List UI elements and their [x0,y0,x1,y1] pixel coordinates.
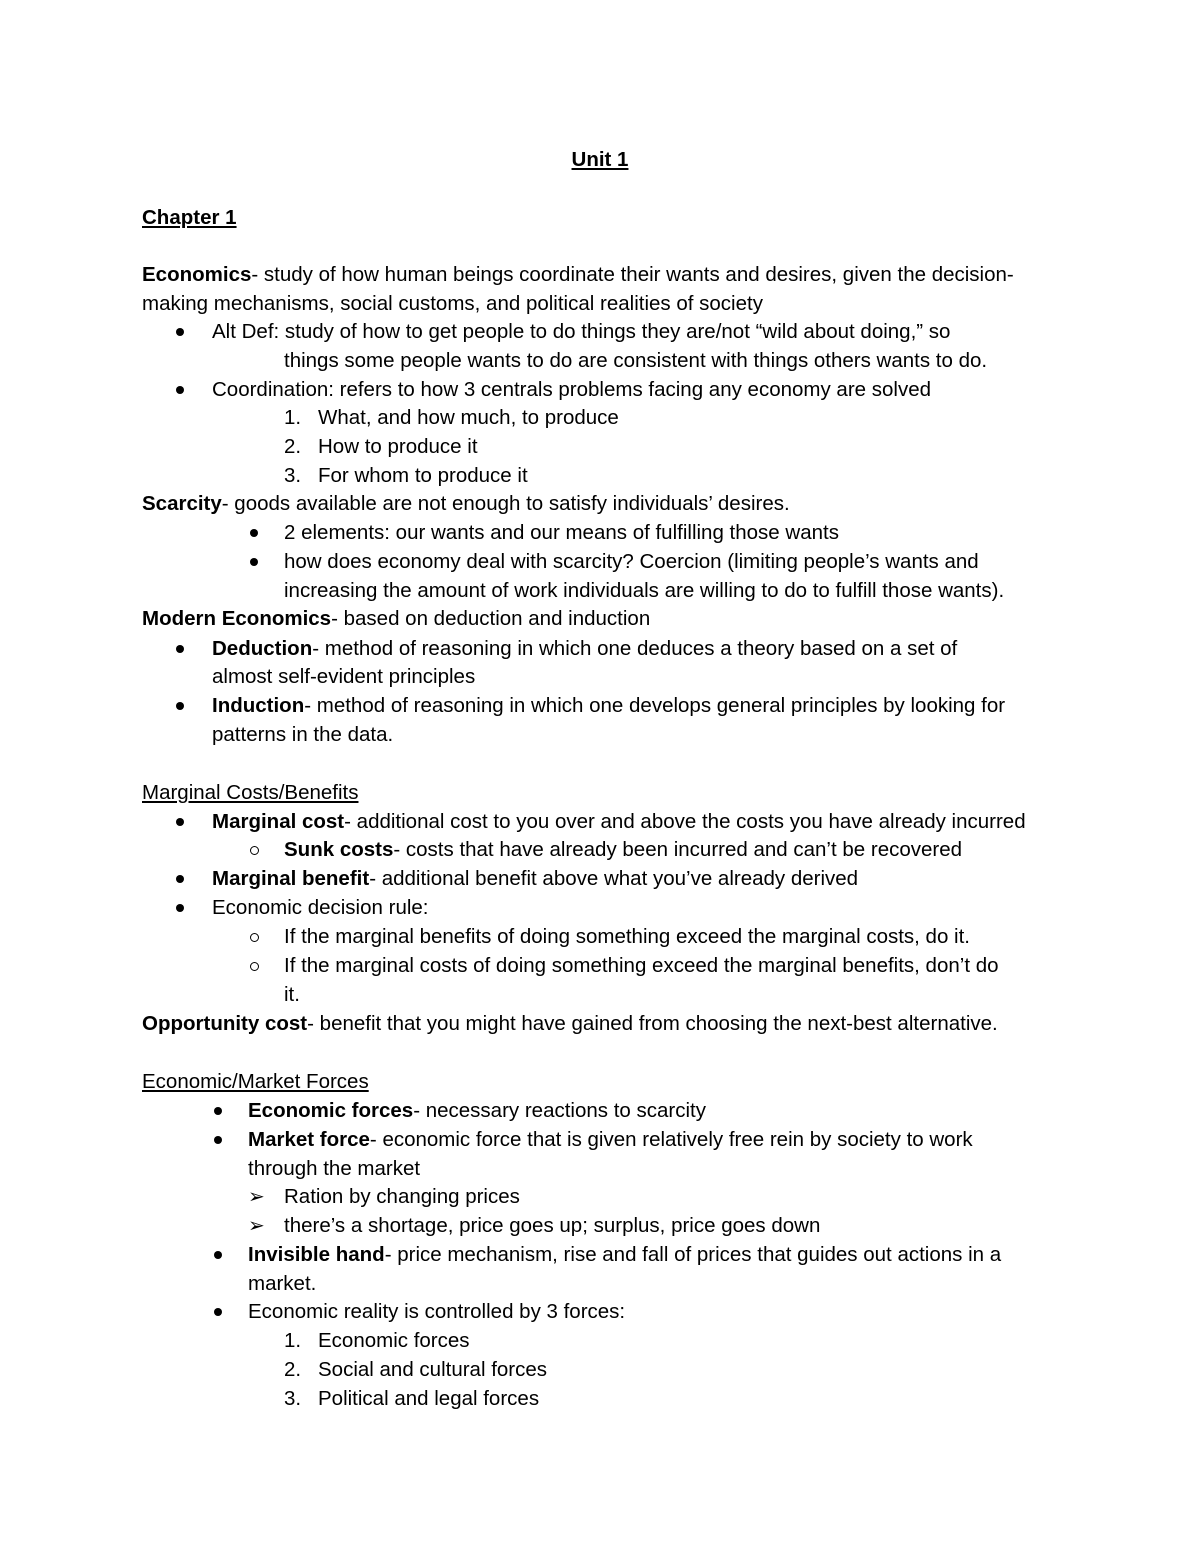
modern-term: Modern Economics [142,607,332,630]
list-number: 2. [284,1358,302,1381]
modern-def: Modern Economics- based on deduction and induction [142,607,651,630]
bullet-icon [214,1308,222,1316]
circle-bullet-icon [250,846,259,855]
scarcity-term: Scarcity [142,492,222,515]
decision-rule-2-line2: it. [284,983,300,1006]
circle-bullet-icon [250,962,259,971]
induction-term: Induction [212,694,305,717]
arrow-bullet-icon: ➢ [248,1186,265,1208]
induction-line2: patterns in the data. [212,723,394,746]
market-force-line2: through the market [248,1157,421,1180]
bullet-icon [176,875,184,883]
scarcity-bullet1: 2 elements: our wants and our means of fulfilling those wants [284,521,839,544]
marginal-benefit-term: Marginal benefit [212,867,370,890]
economics-def-line2: making mechanisms, social customs, and political realities of society [142,292,763,315]
economics-def-line1: Economics- study of how human beings coordinate their wants and desires, given the decision- [142,263,1014,286]
arrow-bullet-icon: ➢ [248,1215,265,1237]
list-number: 3. [284,464,302,487]
invisible-hand-line1: Invisible hand- price mechanism, rise and fall of prices that guides out actions in a [248,1243,1002,1266]
marginal-heading: Marginal Costs/Benefits [142,781,359,804]
arrow-item-1: Ration by changing prices [284,1185,520,1208]
scarcity-bullet2-line1: how does economy deal with scarcity? Coercion (limiting people’s wants and [284,550,979,573]
list-item: How to produce it [318,435,478,458]
bullet-icon [176,818,184,826]
bullet-icon [250,558,258,566]
bullet-icon [176,702,184,710]
list-item: What, and how much, to produce [318,406,619,429]
deduction-line1: Deduction- method of reasoning in which one deduces a theory based on a set of [212,637,958,660]
bullet-icon [214,1107,222,1115]
decision-rule: Economic decision rule: [212,896,429,919]
bullet-icon [250,529,258,537]
alt-def-line1: Alt Def: study of how to get people to do things they are/not “wild about doing,” so [212,320,951,343]
list-number: 1. [284,1329,302,1352]
arrow-item-2: there’s a shortage, price goes up; surplus, price goes down [284,1214,821,1237]
bullet-icon [214,1136,222,1144]
marginal-benefit-def: Marginal benefit- additional benefit above what you’ve already derived [212,867,859,890]
deduction-line2: almost self-evident principles [212,665,476,688]
bullet-icon [176,904,184,912]
economics-term: Economics [142,263,252,286]
bullet-icon [214,1251,222,1259]
economic-forces-def: Economic forces- necessary reactions to scarcity [248,1099,706,1122]
marginal-cost-term: Marginal cost [212,810,345,833]
list-item: Political and legal forces [318,1387,540,1410]
list-item: Economic forces [318,1329,470,1352]
opportunity-cost-def: Opportunity cost- benefit that you might have gained from choosing the next-best alternative. [142,1012,998,1035]
decision-rule-2-line1: If the marginal costs of doing something exceed the marginal benefits, don’t do [284,954,999,977]
economic-forces-term: Economic forces [248,1099,414,1122]
bullet-icon [176,645,184,653]
list-number: 1. [284,406,302,429]
list-number: 3. [284,1387,302,1410]
scarcity-bullet2-line2: increasing the amount of work individuals are willing to do to fulfill those wants). [284,579,1005,602]
market-force-line1: Market force- economic force that is given relatively free rein by society to work [248,1128,973,1151]
list-number: 2. [284,435,302,458]
induction-line1: Induction- method of reasoning in which one develops general principles by looking for [212,694,1006,717]
invisible-hand-term: Invisible hand [248,1243,385,1266]
alt-def-line2: things some people wants to do are consistent with things others wants to do. [284,349,988,372]
sunk-cost-def: Sunk costs- costs that have already been incurred and can’t be recovered [284,838,963,861]
marginal-cost-def: Marginal cost- additional cost to you over and above the costs you have already incurred [212,810,1026,833]
list-item: Social and cultural forces [318,1358,548,1381]
scarcity-def: Scarcity- goods available are not enough to satisfy individuals’ desires. [142,492,790,515]
decision-rule-1: If the marginal benefits of doing something exceed the marginal costs, do it. [284,925,970,948]
deduction-term: Deduction [212,637,313,660]
invisible-hand-line2: market. [248,1272,317,1295]
bullet-icon [176,386,184,394]
page-title: Unit 1 [571,148,629,171]
circle-bullet-icon [250,933,259,942]
reality-text: Economic reality is controlled by 3 forces: [248,1300,626,1323]
market-force-term: Market force [248,1128,370,1151]
bullet-icon [176,328,184,336]
forces-heading: Economic/Market Forces [142,1070,369,1093]
sunk-cost-term: Sunk costs [284,838,394,861]
coordination-text: Coordination: refers to how 3 centrals problems facing any economy are solved [212,378,932,401]
chapter-heading: Chapter 1 [142,206,237,229]
opportunity-cost-term: Opportunity cost [142,1012,308,1035]
list-item: For whom to produce it [318,464,528,487]
